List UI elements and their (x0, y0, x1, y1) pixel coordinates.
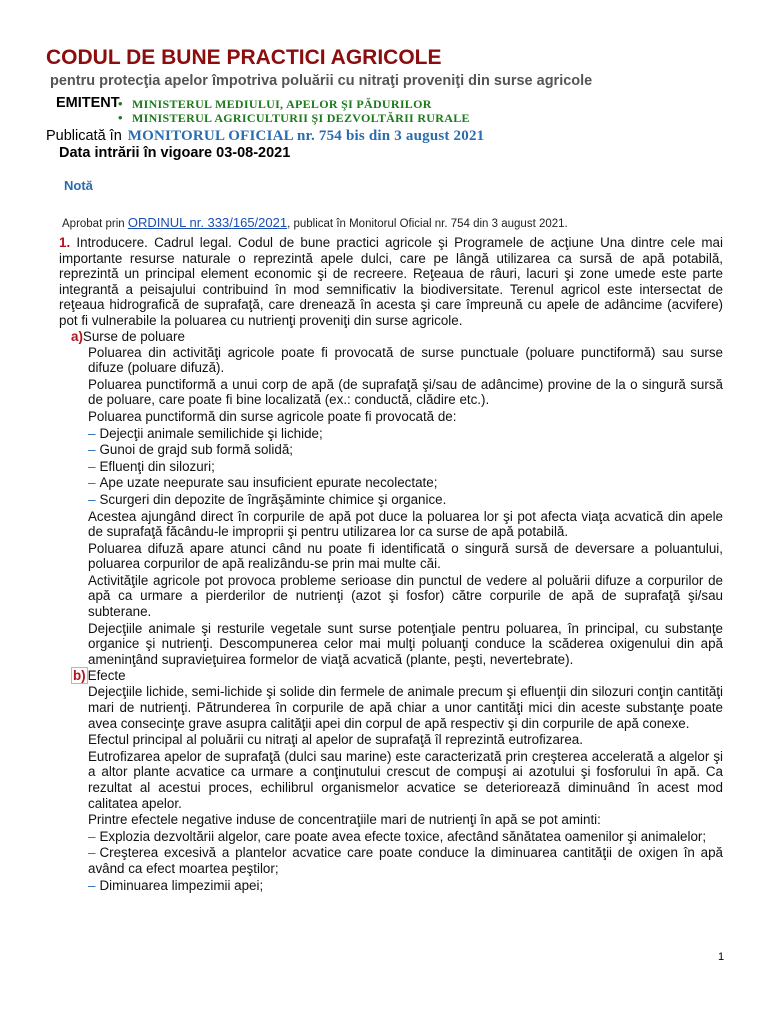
paragraph: Dejecţiile lichide, semi-lichide şi solide din fermele de animale precum şi efluenţii din silozuri conţin cantităţi mari de nutrienţi. Pătrunderea în corpurile de apă chiar a unor cantităţi mici din aceste substanţe poate avea consecinţe grave asupra calităţii apei din corpul de apă respectiv şi din corpurile de apă conexe. (88, 684, 723, 731)
dash-bullet: – (88, 458, 96, 474)
section-b-letter: b) (73, 668, 86, 684)
published-label: Publicată în (46, 128, 122, 144)
intro-paragraph (59, 235, 723, 329)
list-item: – Ape uzate neepurate sau insuficient epurate necolectate; (88, 475, 438, 491)
section-a (71, 329, 723, 668)
section-number: 1. (59, 235, 71, 250)
dash-bullet: – (88, 442, 96, 458)
dash-bullet: – (88, 491, 96, 507)
approval-suffix: , publicat în Monitorul Oficial nr. 754 din 3 august 2021. (287, 218, 568, 230)
section-a-title: Surse de poluare (82, 328, 185, 344)
list-item: – Diminuarea limpezimii apei; (88, 877, 264, 893)
approval-prefix: Aprobat prin (62, 218, 125, 230)
section-b-content (88, 684, 723, 893)
list-item: – Gunoi de grajd sub formă solidă; (88, 442, 293, 458)
monitor-reference: MONITORUL OFICIAL nr. 754 bis din 3 august 2021 (127, 128, 485, 144)
page-number: 1 (718, 951, 725, 963)
document-title: CODUL DE BUNE PRACTICI AGRICOLE (46, 46, 442, 69)
paragraph: Efectul principal al poluării cu nitraţi al apelor de suprafaţă îl reprezintă eutrofizarea. (88, 732, 583, 748)
order-link[interactable]: ORDINUL nr. 333/165/2021 (127, 215, 288, 230)
issuer-item: • MINISTERUL AGRICULTURII ŞI DEZVOLTĂRII RURALE (118, 111, 470, 125)
issuer-item: • MINISTERUL MEDIULUI, APELOR ŞI PĂDURILOR (118, 97, 470, 111)
paragraph: Poluarea punctiformă a unui corp de apă (de suprafaţă şi/sau de adâncime) provine de la o singură sursă de poluare, care poate fi bine localizată (ex.: conductă, clădire etc.). (88, 376, 723, 408)
note-title: Notă (64, 178, 93, 193)
section-b (71, 668, 723, 893)
paragraph: Printre efectele negative induse de concentraţiile mari de nutrienţi în apă se pot aminti: (88, 812, 601, 828)
section-a-letter: a) (71, 328, 83, 344)
document-subtitle: pentru protecţia apelor împotriva poluării cu nitraţi proveniţi din surse agricole (50, 73, 593, 89)
document-body (59, 235, 723, 894)
list-item: – Scurgeri din depozite de îngrăşăminte chimice şi organice. (88, 491, 447, 507)
list-item: – Explozia dezvoltării algelor, care poate avea efecte toxice, afectând sănătatea oamenilor şi animalelor; (88, 828, 707, 844)
intro-text: Introducere. Cadrul legal. Codul de bune practici agricole şi Programele de acţiune Una dintre cele mai importante resurse naturale o reprezintă apele dulci, care pe lângă utilizarea ca sursă de apă potabilă, reprezintă un principal element economic şi de recreere. Reţeaua de râuri, lacuri şi zone umede este parte integrantă a peisajului contribuind în mod semnificativ la biodiversitate. Terenul agricol este intersectat de reţeaua hidrografică de suprafaţă, care drenează în acesta şi care împreună cu apele de adâncime (acvifere) pot fi vulnerabile la poluarea cu nutrienţi proveniţi din surse agricole. (59, 235, 723, 328)
paragraph: Poluarea difuză apare atunci când nu poate fi identificată o singură sursă de deversare a poluantului, poluarea corpurilor de apă realizându-se prin mai multe căi. (88, 540, 723, 572)
paragraph: Activităţile agricole pot provoca probleme serioase din punctul de vedere al poluării difuze a corpurilor de apă ca urmare a pierderilor de nutrienţi (azot şi fosfor) către corpurile de apă de suprafaţă şi/sau subterane. (88, 572, 723, 620)
paragraph: Poluarea punctiformă din surse agricole poate fi provocată de: (88, 408, 457, 424)
emitent-label: EMITENT (56, 95, 120, 111)
paragraph: Acestea ajungând direct în corpurile de apă pot duce la poluarea lor şi pot afecta viaţa acvatică din apele de suprafaţă făcându-le improprii şi pentru utilizarea lor ca surse de apă potabilă. (88, 508, 723, 540)
paragraph: Eutrofizarea apelor de suprafaţă (dulci sau marine) este caracterizată prin creşterea accelerată a algelor şi a altor plante acvatice ca urmare a conţinutului crescut de compuşi ai azotului şi fosforului în apă. Ca rezultat al acestui proces, echilibrul organismelor acvatice se deteriorează diminuând în acest mod calitatea apelor. (88, 748, 723, 811)
list-item: – Dejecţii animale semilichide şi lichide; (88, 425, 323, 441)
dash-bullet: – (88, 425, 96, 441)
list-item: – Creşterea excesivă a plantelor acvatice care poate conduce la diminuarea cantităţii de oxigen în apă având ca efect moartea peştilor; (88, 845, 723, 876)
list-item: – Efluenţi din silozuri; (88, 458, 215, 474)
dash-bullet: – (88, 828, 96, 844)
dash-bullet: – (88, 845, 96, 861)
section-a-heading (71, 329, 723, 345)
paragraph: Dejecţiile animale şi resturile vegetale sunt surse potenţiale pentru poluarea, în principal, cu substanţe organice şi nutrienţi. Descompunerea celor mai mulţi poluanţi conduce la scăderea oxigenului din apă ameninţând supravieţuirea formelor de viaţă acvatică (plante, peşti, nevertebrate). (88, 620, 723, 667)
publication-line (46, 128, 484, 145)
dash-bullet: – (88, 877, 96, 893)
section-b-heading (71, 668, 723, 684)
section-a-content (88, 345, 723, 668)
dash-bullet: – (88, 475, 96, 491)
approval-line (62, 215, 568, 230)
paragraph: Poluarea din activităţi agricole poate fi provocată de surse punctuale (poluare punctiformă) sau surse difuze (poluare difuză). (88, 344, 723, 376)
section-b-title: Efecte (87, 668, 126, 684)
effective-date: Data intrării în vigoare 03-08-2021 (59, 145, 291, 161)
issuer-list (118, 97, 470, 125)
